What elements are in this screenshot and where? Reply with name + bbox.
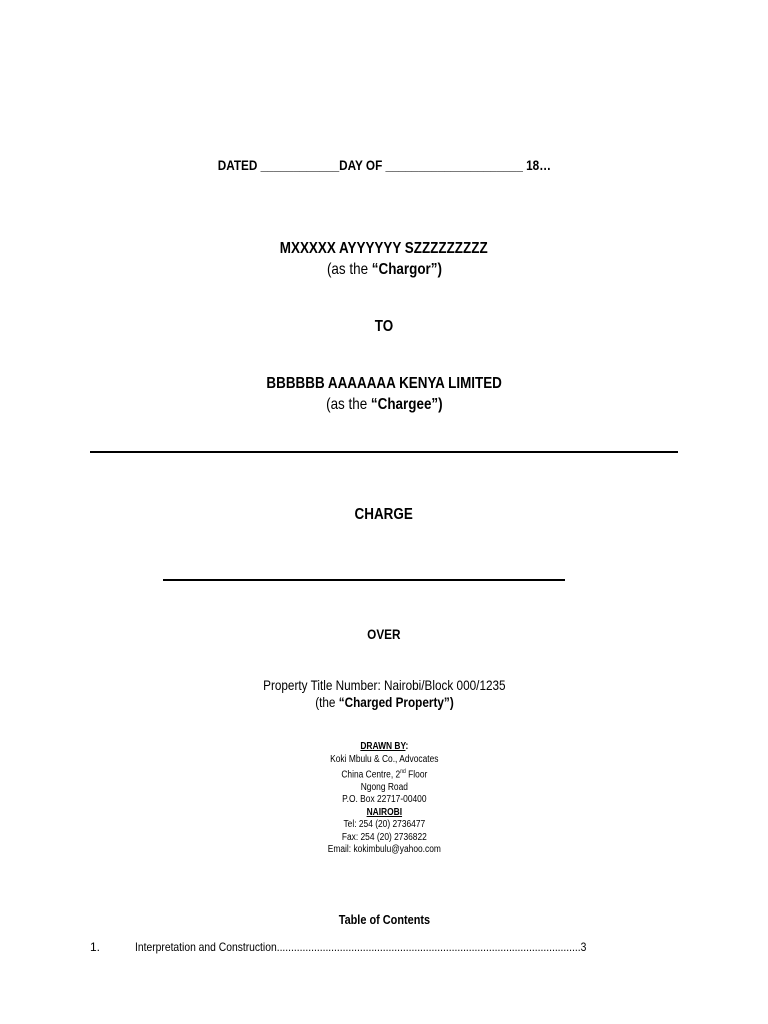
document-title: CHARGE: [354, 506, 414, 523]
toc-heading: Table of Contents: [338, 912, 430, 927]
chargee-role: (as the “Chargee”): [325, 396, 443, 413]
toc-entry-text: Interpretation and Construction..........................................................................................................3: [135, 940, 587, 954]
drawn-by-block: [0, 741, 768, 857]
dated-line: DATED ____________DAY OF _____________________ 18…: [217, 157, 551, 173]
over-label: OVER: [367, 626, 401, 642]
horizontal-rule-short: [163, 579, 565, 581]
property-title-number: Property Title Number: Nairobi/Block 000/1235: [262, 677, 506, 693]
firm-name: Koki Mbulu & Co., Advocates: [329, 753, 439, 765]
building: China Centre, 2nd Floor: [341, 769, 427, 781]
road: Ngong Road: [360, 781, 408, 793]
to-label: TO: [374, 318, 394, 335]
email: Email: kokimbulu@yahoo.com: [327, 844, 441, 856]
chargor-role: (as the “Chargor”): [326, 261, 442, 278]
city: NAIROBI: [366, 806, 402, 818]
po-box: P.O. Box 22717-00400: [341, 794, 427, 806]
charged-property-label: (the “Charged Property”): [314, 694, 454, 710]
toc-entry-number: 1.: [90, 940, 101, 954]
chargor-name: MXXXXX AYYYYYY SZZZZZZZZZ: [280, 240, 488, 257]
telephone: Tel: 254 (20) 2736477: [343, 819, 425, 831]
drawn-by-heading: DRAWN BY:: [360, 741, 408, 752]
chargee-name: BBBBBB AAAAAAA KENYA LIMITED: [266, 375, 502, 392]
horizontal-rule: [90, 451, 678, 453]
fax: Fax: 254 (20) 2736822: [341, 831, 427, 843]
